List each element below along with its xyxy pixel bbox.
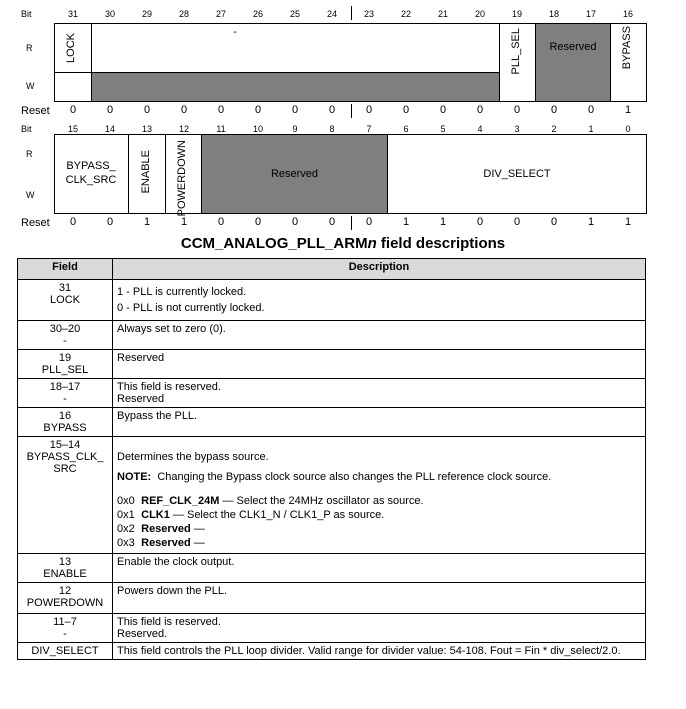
reset-value: 0 (291, 104, 299, 116)
bit-number: 11 (216, 124, 226, 134)
reset-value: 1 (180, 216, 188, 228)
field-bypass-clk-src: BYPASS_ CLK_SRC (65, 160, 117, 186)
reset-value: 0 (254, 216, 262, 228)
reset-value: 1 (624, 216, 632, 228)
header-field: Field (18, 259, 113, 280)
field-cell: 11–7 - (18, 614, 113, 643)
note-text: Changing the Bypass clock source also changes the PLL reference clock source. (157, 471, 552, 483)
bit-number: 19 (511, 9, 522, 19)
bit-number: 29 (141, 9, 152, 19)
bit-label: Bit (21, 124, 32, 134)
table-header (18, 259, 646, 280)
description-cell: 1 - PLL is currently locked. 0 - PLL is not currently locked. (113, 280, 646, 321)
field-divider (535, 24, 536, 101)
field-cell: 12 POWERDOWN (18, 583, 113, 614)
reset-label: Reset (21, 217, 50, 229)
reset-value: 0 (254, 104, 262, 116)
field-divider (499, 24, 500, 101)
table-row (18, 583, 646, 614)
table-title: CCM_ANALOG_PLL_ARMn field descriptions (180, 235, 506, 252)
field-cell: 16 BYPASS (18, 408, 113, 437)
bit-label: Bit (21, 9, 32, 19)
field-divider (610, 24, 611, 101)
bit-number: 1 (588, 124, 594, 134)
description-cell: This field controls the PLL loop divider. Valid range for divider value: 54-108. Fout = Fin * div_select/2.0. (113, 643, 646, 660)
bit-number: 5 (440, 124, 446, 134)
reset-value: 0 (106, 104, 114, 116)
header-description: Description (113, 259, 646, 280)
write-label: W (26, 190, 35, 200)
bit-number: 31 (67, 9, 78, 19)
field-dash: - (233, 26, 237, 38)
reset-value: 0 (291, 216, 299, 228)
half-separator (351, 104, 352, 118)
field-reserved: Reserved (549, 41, 597, 53)
reset-value: 1 (587, 216, 595, 228)
reset-value: 0 (587, 104, 595, 116)
field-divider (91, 24, 92, 101)
reset-value: 0 (69, 104, 77, 116)
field-cell: DIV_SELECT (18, 643, 113, 660)
read-label: R (26, 43, 33, 53)
reset-value: 0 (402, 104, 410, 116)
bit-number: 20 (474, 9, 485, 19)
bit-number: 12 (178, 124, 189, 134)
bit-number: 15 (67, 124, 78, 134)
bit-number: 26 (252, 9, 263, 19)
bit-number: 2 (551, 124, 557, 134)
table-row (18, 554, 646, 583)
reset-value: 0 (513, 216, 521, 228)
bit-number: 25 (289, 9, 300, 19)
field-div-select: DIV_SELECT (483, 168, 551, 180)
half-separator (351, 6, 352, 20)
field-powerdown: POWERDOWN (176, 140, 188, 217)
reset-value: 0 (476, 216, 484, 228)
reset-value: 0 (328, 104, 336, 116)
description-cell: Reserved (113, 350, 646, 379)
reset-value: 0 (550, 216, 558, 228)
bit-number: 13 (141, 124, 152, 134)
reset-value: 0 (180, 104, 188, 116)
bit-number: 9 (292, 124, 298, 134)
bit-number: 18 (548, 9, 559, 19)
reset-value: 0 (513, 104, 521, 116)
table-row (18, 614, 646, 643)
table-row (18, 437, 646, 554)
field-divider (128, 135, 129, 213)
description-cell: Bypass the PLL. (113, 408, 646, 437)
field-cell: 30–20 - (18, 321, 113, 350)
bit-number: 24 (326, 9, 337, 19)
rw-divider (55, 72, 500, 73)
reset-value: 0 (439, 104, 447, 116)
table-row (18, 643, 646, 660)
bit-number: 4 (477, 124, 483, 134)
bit-number: 7 (366, 124, 372, 134)
table-row (18, 408, 646, 437)
bit-number: 30 (104, 9, 115, 19)
table-row (18, 280, 646, 321)
bit-number: 17 (585, 9, 596, 19)
field-cell: 31 LOCK (18, 280, 113, 321)
field-cell: 13 ENABLE (18, 554, 113, 583)
reset-value: 0 (476, 104, 484, 116)
write-label: W (26, 81, 35, 91)
bit-number: 10 (252, 124, 263, 134)
field-bypass: BYPASS (621, 26, 633, 70)
reset-value: 1 (624, 104, 632, 116)
bit-number: 0 (625, 124, 631, 134)
field-lock: LOCK (65, 33, 77, 63)
field-divider (165, 135, 166, 213)
half-separator (351, 216, 352, 230)
bit-number: 16 (622, 9, 633, 19)
reset-value: 1 (439, 216, 447, 228)
description-cell: Always set to zero (0). (113, 321, 646, 350)
description-cell: Determines the bypass source. NOTE: Changing the Bypass clock source also changes the PLL reference clock source. 0x0 REF_CLK_24M — Select the 24MHz oscillator as source. 0x1 CLK1 — Select the CLK1_N / CLK1_P as source. 0x2 Reserved — 0x3 Reserved — (113, 437, 646, 554)
field-reserved: Reserved (270, 168, 319, 180)
reset-value: 0 (217, 216, 225, 228)
bit-number: 3 (514, 124, 520, 134)
reset-label: Reset (21, 105, 50, 117)
description-cell: Enable the clock output. (113, 554, 646, 583)
description-cell: Powers down the PLL. (113, 583, 646, 614)
bit-number: 14 (104, 124, 115, 134)
reset-value: 0 (217, 104, 225, 116)
field-cell: 18–17 - (18, 379, 113, 408)
bit-number: 27 (215, 9, 226, 19)
reset-value: 0 (69, 216, 77, 228)
bit-number: 23 (363, 9, 374, 19)
reset-value: 1 (402, 216, 410, 228)
reset-value: 1 (143, 216, 151, 228)
table-row (18, 321, 646, 350)
reset-value: 0 (550, 104, 558, 116)
bit-number: 28 (178, 9, 189, 19)
upper-reserved-field (536, 24, 610, 101)
field-pll-sel: PLL_SEL (510, 28, 522, 75)
reset-value: 0 (143, 104, 151, 116)
field-enable: ENABLE (140, 150, 152, 194)
table-row (18, 350, 646, 379)
bit-number: 21 (437, 9, 448, 19)
bit-number: 8 (329, 124, 335, 134)
field-cell: 15–14 BYPASS_CLK_ SRC (18, 437, 113, 554)
reset-value: 0 (106, 216, 114, 228)
reset-value: 0 (365, 216, 373, 228)
reset-value: 0 (365, 104, 373, 116)
description-cell: This field is reserved. Reserved. (113, 614, 646, 643)
upper-write-reserved (92, 72, 499, 101)
field-description-table (17, 258, 646, 660)
bit-number: 22 (400, 9, 411, 19)
read-label: R (26, 149, 33, 159)
note-label: NOTE: (117, 471, 152, 483)
table-row (18, 379, 646, 408)
reset-value: 0 (328, 216, 336, 228)
bit-number: 6 (403, 124, 409, 134)
field-cell: 19 PLL_SEL (18, 350, 113, 379)
description-cell: This field is reserved. Reserved (113, 379, 646, 408)
